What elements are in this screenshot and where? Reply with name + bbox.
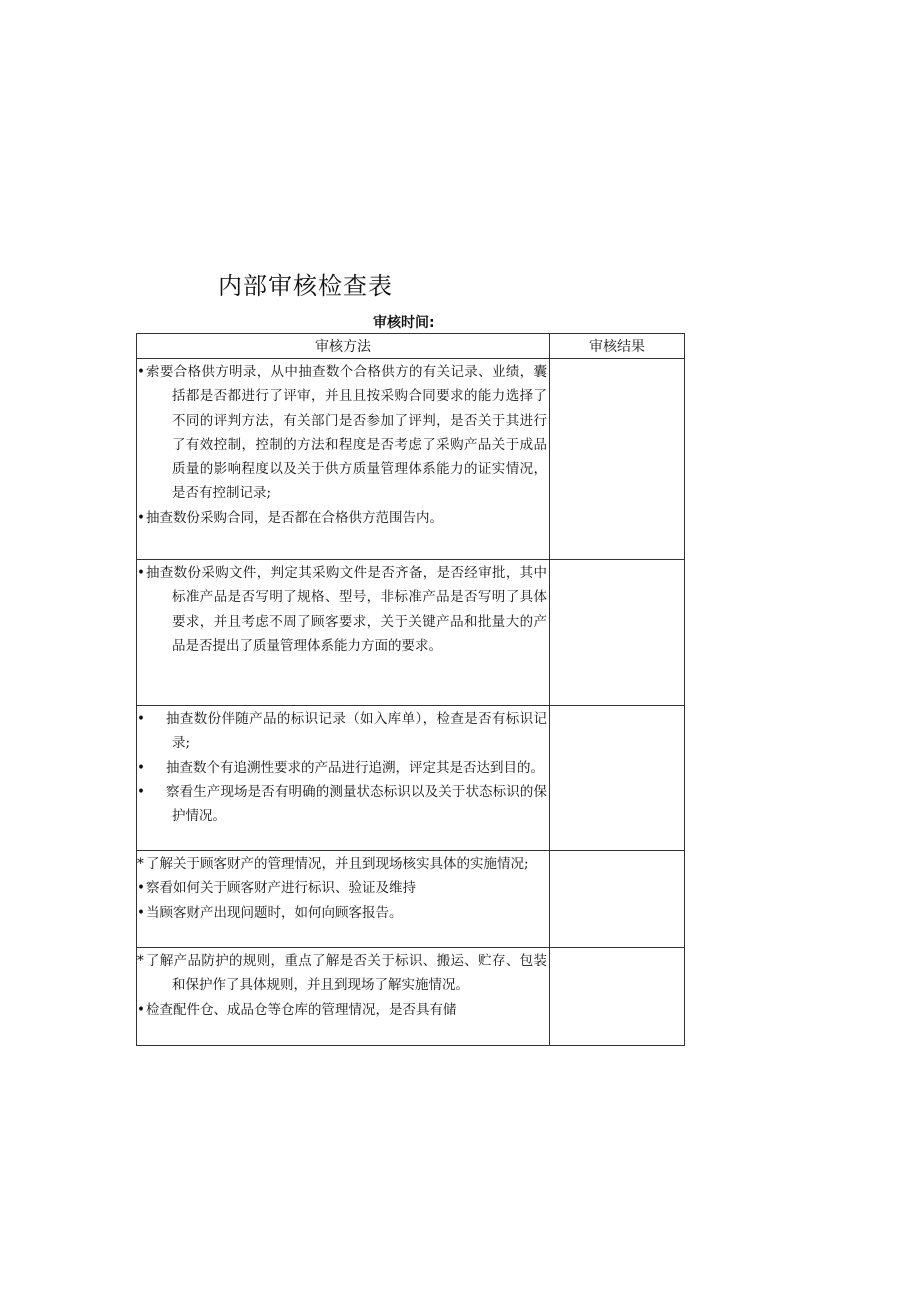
audit-method-cell — [137, 706, 550, 851]
audit-method-cell — [137, 560, 550, 706]
item-text-first: 察看生产现场是否有明确的测量状态标识以及关于状态 — [166, 783, 493, 800]
audit-time-label: 审核时间: — [373, 315, 435, 331]
item-text-first: 了解产品防护的规则，重点了解是否关于标识、搬运、贮存、 — [146, 953, 520, 969]
checklist-item — [137, 998, 549, 1022]
checklist-item — [137, 876, 549, 900]
item-text-first: 抽查数份采购合同，是否都在合格供方范围告内。 — [146, 509, 443, 526]
audit-method-cell — [137, 851, 550, 948]
bullet-mark: • — [137, 880, 145, 897]
checklist-item — [137, 780, 549, 829]
bullet-mark: • — [137, 509, 145, 526]
checklist-item — [137, 756, 549, 780]
item-text-first: 了解关于顾客财产的管理情况，并且到现场核实具体的实施 — [146, 856, 497, 872]
bullet-mark: • — [137, 1001, 145, 1018]
checklist-item — [137, 707, 549, 756]
checklist-item — [137, 949, 549, 998]
header-audit-method: 审核方法 — [137, 334, 550, 359]
bullet-mark: • — [137, 565, 145, 581]
table-row — [137, 706, 685, 851]
checklist-item — [137, 360, 549, 506]
header-audit-result: 审核结果 — [550, 334, 685, 359]
bullet-mark: • — [137, 711, 145, 727]
table-header-row — [137, 334, 685, 359]
bullet-mark: • — [137, 904, 145, 921]
item-text-first: 索要合格供方明录，从中抽查数个合格供方的有关记录、业 — [146, 364, 506, 380]
checklist-item — [137, 506, 549, 530]
audit-result-cell[interactable] — [550, 560, 685, 706]
bullet-mark: • — [137, 783, 145, 800]
checklist-item — [137, 561, 549, 658]
item-text-rest: 标识的保护情况。 — [172, 783, 548, 825]
table-row — [137, 948, 685, 1046]
table-row — [137, 560, 685, 706]
item-text-rest: 目的。 — [503, 759, 544, 776]
item-text-rest: 其中标准产品是否写明了规格、型号，非标准产品是否写明了具体要求，并且考虑不周了顾客要求，关于关键产品和批量大的产品是否提出了质量管理体系能力方面的要求。 — [172, 565, 548, 654]
item-text-first: 抽查数个有追溯性要求的产品进行追溯，评定其是否达到 — [166, 759, 504, 776]
bullet-mark: * — [137, 856, 144, 872]
item-text-first: 当顾客财产出现问题时，如何向顾客报告。 — [146, 904, 403, 921]
audit-method-cell — [137, 359, 550, 560]
audit-checklist-table — [136, 333, 685, 1046]
table-row — [137, 359, 685, 560]
audit-result-cell[interactable] — [550, 706, 685, 851]
item-text-rest: 绩，囊括都是否都进行了评审，并且且按采购合同要求的能力选择了不同的评判方法，有关部门是否参加了评判，是否关于其进行了有效控制，控制的方法和程度是否考虑了采购产品关于成品质量的影响程度以及关于供方质量管理体系能力的证实情况，是否有控制记录; — [172, 364, 548, 502]
audit-result-cell[interactable] — [550, 359, 685, 560]
checklist-item — [137, 901, 549, 925]
audit-result-cell[interactable] — [550, 948, 685, 1046]
document-title: 内部审核检查表 — [218, 272, 393, 300]
checklist-item — [137, 852, 549, 876]
audit-method-cell — [137, 948, 550, 1046]
item-text-first: 检查配件仓、成品仓等仓库的管理情况，是否具有储 — [146, 1001, 457, 1018]
item-text-first: 察看如何关于顾客财产进行标识、验证及维持 — [146, 880, 416, 897]
bullet-mark: • — [137, 759, 145, 776]
item-text-first: 抽查数份采购文件，判定其采购文件是否齐备，是否经审批， — [146, 565, 520, 581]
item-text-rest: 包装和保护作了具体规则，并且到现场了解实施情况。 — [172, 953, 548, 994]
item-text-first: 抽查数份伴随产品的标识记录（如入库单），检查是否有 — [166, 711, 506, 727]
bullet-mark: * — [137, 953, 144, 969]
table-row — [137, 851, 685, 948]
bullet-mark: • — [137, 364, 145, 380]
audit-result-cell[interactable] — [550, 851, 685, 948]
item-text-rest: 情况; — [497, 856, 529, 872]
item-text-rest: 标识记录; — [172, 711, 548, 752]
